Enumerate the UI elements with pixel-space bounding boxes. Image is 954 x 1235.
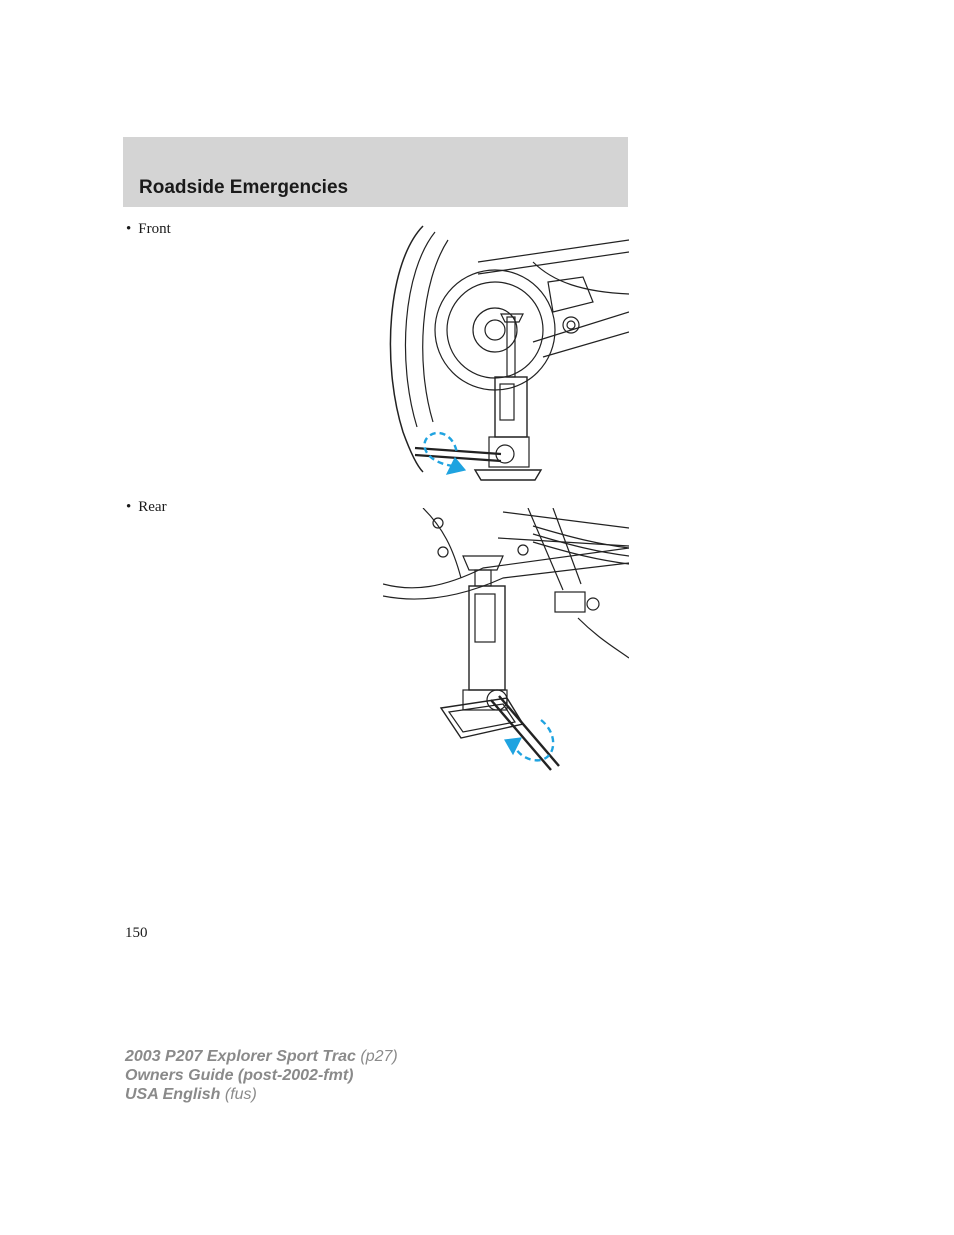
bullet-dot: • bbox=[126, 221, 132, 237]
rear-jack-illustration bbox=[383, 508, 629, 783]
footer-line-1 bbox=[125, 1047, 398, 1066]
footer-model: 2003 P207 Explorer Sport Trac bbox=[125, 1048, 356, 1065]
front-jack-illustration bbox=[383, 222, 629, 484]
footer-language: USA English bbox=[125, 1086, 221, 1103]
bullet-front bbox=[126, 221, 171, 238]
bullet-front-label: Front bbox=[138, 221, 171, 237]
page-number: 150 bbox=[125, 925, 148, 941]
section-header-band bbox=[123, 137, 628, 207]
section-title: Roadside Emergencies bbox=[139, 177, 349, 198]
footer-line-2 bbox=[125, 1066, 398, 1085]
bullet-rear bbox=[126, 499, 167, 516]
footer-line-3 bbox=[125, 1085, 398, 1104]
footer-language-code: (fus) bbox=[224, 1086, 257, 1103]
bullet-rear-label: Rear bbox=[138, 499, 167, 515]
footer-model-code: (p27) bbox=[360, 1048, 398, 1065]
footer-guide: Owners Guide (post-2002-fmt) bbox=[125, 1067, 354, 1084]
bullet-dot: • bbox=[126, 499, 132, 515]
document-footer bbox=[125, 1047, 398, 1104]
